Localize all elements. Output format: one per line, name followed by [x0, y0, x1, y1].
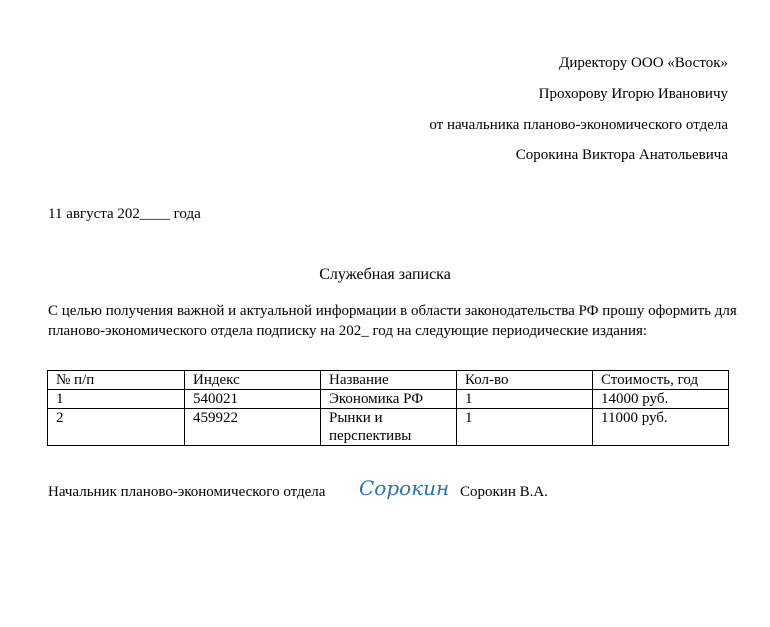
document-date: 11 августа 202____ года	[48, 206, 201, 222]
header-number: № п/п	[48, 371, 185, 390]
signer-name: Сорокин В.А.	[460, 484, 548, 500]
table-row	[48, 390, 729, 409]
cell-name: Рынки и перспективы	[321, 409, 457, 446]
table-row	[48, 409, 729, 446]
cell-number: 1	[48, 390, 185, 409]
cell-number: 2	[48, 409, 185, 446]
header-cost: Стоимость, год	[593, 371, 729, 390]
addressee-line-from: от начальника планово-экономического отдела	[429, 117, 728, 133]
handwritten-signature: Сорокин	[359, 476, 450, 500]
body-paragraph: С целью получения важной и актуальной информации в области законодательства РФ прошу оформить для планово-экономического отдела подписку на 202_ год на следующие периодические издания:	[48, 303, 737, 339]
header-quantity: Кол-во	[457, 371, 593, 390]
cell-index: 540021	[185, 390, 321, 409]
cell-quantity: 1	[457, 409, 593, 446]
header-name: Название	[321, 371, 457, 390]
cell-quantity: 1	[457, 390, 593, 409]
publications-table	[47, 370, 729, 446]
addressee-line-name: Прохорову Игорю Ивановичу	[538, 86, 728, 102]
table-header-row	[48, 371, 729, 390]
cell-cost: 11000 руб.	[593, 409, 729, 446]
addressee-line-sender: Сорокина Виктора Анатольевича	[515, 147, 728, 163]
header-index: Индекс	[185, 371, 321, 390]
signer-position: Начальник планово-экономического отдела	[48, 484, 326, 500]
cell-cost: 14000 руб.	[593, 390, 729, 409]
cell-index: 459922	[185, 409, 321, 446]
document-title: Служебная записка	[319, 266, 451, 283]
cell-name: Экономика РФ	[321, 390, 457, 409]
addressee-line-director: Директору ООО «Восток»	[559, 55, 728, 71]
